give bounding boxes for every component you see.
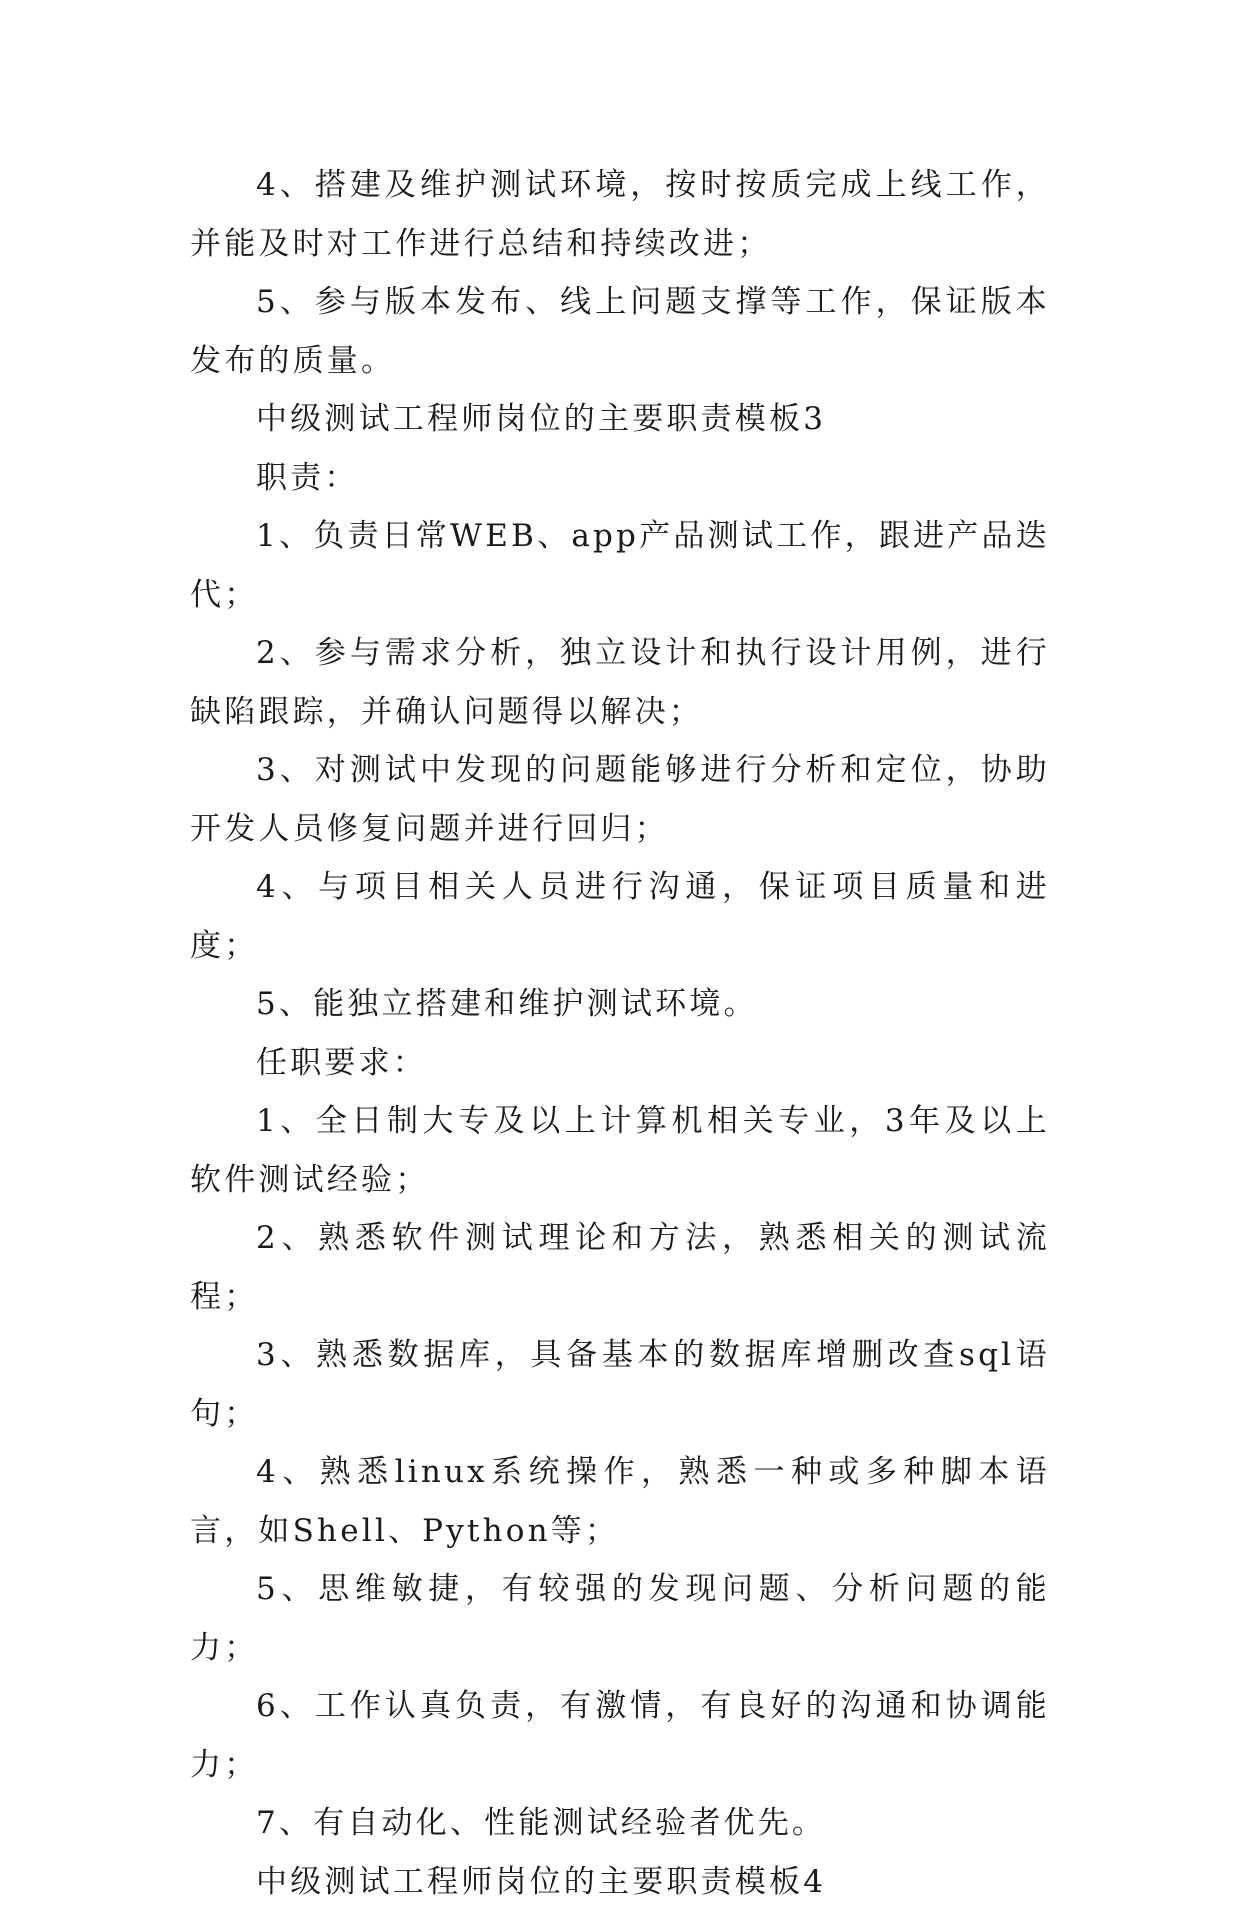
requirement-item-5: 5、思维敏捷，有较强的发现问题、分析问题的能力；: [190, 1560, 1050, 1677]
section-heading-template-4: 中级测试工程师岗位的主要职责模板4: [190, 1853, 1050, 1911]
requirement-item-1: 1、全日制大专及以上计算机相关专业，3年及以上软件测试经验；: [190, 1092, 1050, 1209]
duty-item-3: 3、对测试中发现的问题能够进行分析和定位，协助开发人员修复问题并进行回归；: [190, 741, 1050, 858]
duty-item-5: 5、能独立搭建和维护测试环境。: [190, 975, 1050, 1034]
requirements-heading: 任职要求：: [190, 1034, 1050, 1093]
requirement-item-4: 4、熟悉linux系统操作，熟悉一种或多种脚本语言，如Shell、Python等；: [190, 1443, 1050, 1560]
section-heading-template-3: 中级测试工程师岗位的主要职责模板3: [190, 390, 1050, 449]
requirement-item-2: 2、熟悉软件测试理论和方法，熟悉相关的测试流程；: [190, 1209, 1050, 1326]
duty-item-4: 4、与项目相关人员进行沟通，保证项目质量和进度；: [190, 858, 1050, 975]
duties-heading: 职责：: [190, 449, 1050, 508]
duty-item-2: 2、参与需求分析，独立设计和执行设计用例，进行缺陷跟踪，并确认问题得以解决；: [190, 624, 1050, 741]
paragraph-setup-environment: 4、搭建及维护测试环境，按时按质完成上线工作，并能及时对工作进行总结和持续改进；: [190, 156, 1050, 273]
requirement-item-6: 6、工作认真负责，有激情，有良好的沟通和协调能力；: [190, 1677, 1050, 1794]
duty-item-1: 1、负责日常WEB、app产品测试工作，跟进产品迭代；: [190, 507, 1050, 624]
paragraph-release-support: 5、参与版本发布、线上问题支撑等工作，保证版本发布的质量。: [190, 273, 1050, 390]
requirement-item-7: 7、有自动化、性能测试经验者优先。: [190, 1794, 1050, 1853]
document-body: [190, 156, 1050, 1911]
requirement-item-3: 3、熟悉数据库，具备基本的数据库增删改查sql语句；: [190, 1326, 1050, 1443]
